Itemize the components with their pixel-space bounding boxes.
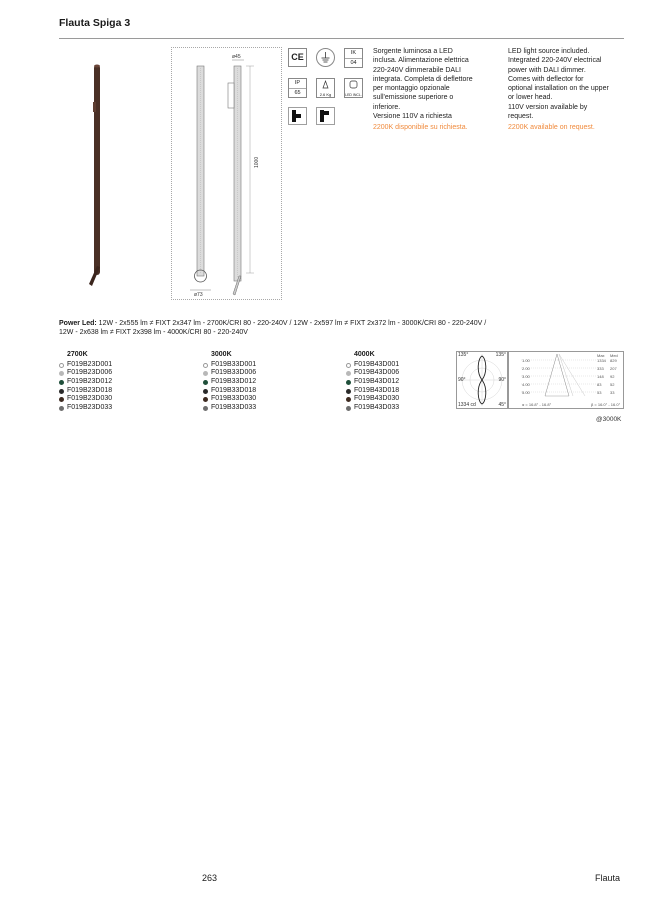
cone-max: 333 [597, 366, 604, 371]
variant-column-4000k [346, 351, 399, 413]
footer-collection-name: Flauta [595, 873, 621, 883]
led-included-icon: LED INCL. [344, 78, 363, 98]
description-english-lines [508, 47, 632, 121]
variant-code: F019B33D006 [211, 369, 257, 377]
description-line: Sorgente luminosa a LED [373, 48, 453, 55]
variant-row [59, 369, 112, 378]
description-line: or lower head. [508, 94, 553, 102]
cone-med: 92 [610, 374, 615, 379]
variant-temperature: 2700K [67, 351, 88, 358]
description-line: per montaggio opzionale [373, 85, 450, 93]
variant-column-3000k [203, 351, 256, 413]
finish-swatch [346, 406, 351, 411]
cone-beta: β = 16.0° - 16.0° [591, 402, 621, 407]
variant-temperature: 4000K [354, 351, 375, 358]
cone-header: Med [610, 353, 618, 358]
angle-label: 135° [495, 352, 506, 358]
page-number: 263 [202, 873, 218, 883]
finish-swatch [203, 371, 208, 376]
variant-row [59, 404, 112, 413]
description-line: 110V version available by [508, 103, 588, 111]
variant-code: F019B33D018 [211, 386, 257, 394]
height-dimension: 1000 [254, 156, 260, 168]
finish-swatch [346, 363, 351, 368]
description-line: LED light source included. [508, 48, 590, 55]
variant-column-2700k [59, 351, 112, 413]
cone-distance: 3.00 [522, 374, 530, 379]
cone-distance: 5.00 [522, 390, 530, 395]
finish-swatch [346, 371, 351, 376]
variant-row [59, 395, 112, 404]
description-line: power with DALI dimmer. [508, 66, 586, 74]
finish-swatch [59, 363, 64, 368]
finish-swatch [203, 389, 208, 394]
finish-swatch [59, 397, 64, 402]
finish-swatch [203, 406, 208, 411]
finish-swatch [59, 371, 64, 376]
light-cone-diagram [508, 351, 624, 409]
variant-code: F019B23D001 [67, 360, 113, 368]
variant-code: F019B33D012 [211, 378, 257, 386]
variant-row [203, 404, 256, 413]
power-led-spec [59, 319, 624, 338]
variant-code: F019B33D001 [211, 360, 257, 368]
power-led-label: Power Led: [59, 320, 97, 327]
cone-header: Max [597, 353, 605, 358]
angle-label: 90° [458, 377, 466, 383]
variant-code: F019B23D018 [67, 386, 113, 394]
variant-row [59, 361, 112, 370]
page-title: Flauta Spiga 3 [59, 17, 131, 29]
description-italian-note: 2200K disponibile su richiesta. [373, 124, 468, 132]
description-line: Comes with deflector for [508, 75, 584, 83]
finish-swatch [203, 363, 208, 368]
variant-row [59, 387, 112, 396]
cone-distance: 4.00 [522, 382, 530, 387]
cone-med: 52 [610, 382, 615, 387]
cone-max: 83 [597, 382, 602, 387]
variant-code: F019B43D001 [354, 360, 400, 368]
variant-row [346, 404, 399, 413]
technical-drawing [172, 48, 282, 300]
description-line: integrata. Completa di deflettore [373, 75, 473, 83]
variant-row [203, 361, 256, 370]
description-line: 220-240V dimmerabile DALI [373, 66, 461, 74]
description-line: Integrated 220-240V electrical [508, 57, 602, 65]
power-led-line-2: 12W - 2x638 lm ≠ FIXT 2x398 lm - 4000K/CRI 80 - 220-240V [59, 329, 248, 337]
description-italian-lines [373, 47, 497, 121]
ip-rating-badge: IP 65 [288, 78, 307, 98]
cone-med: 829 [610, 358, 617, 363]
cone-max: 148 [597, 374, 604, 379]
cone-distance: 2.00 [522, 366, 530, 371]
description-line: request. [508, 113, 534, 121]
finish-swatch [59, 380, 64, 385]
variant-row [203, 387, 256, 396]
variant-code: F019B23D030 [67, 395, 113, 403]
cone-max: 53 [597, 390, 602, 395]
cone-max: 1334 [597, 358, 606, 363]
angle-label: 90° [498, 377, 506, 383]
diameter-top-label: ø45 [232, 54, 241, 60]
photometric-diagram [456, 351, 508, 409]
ground-symbol-icon [316, 48, 335, 67]
ik-rating-badge: IK 04 [344, 48, 363, 68]
cone-distance: 1.00 [522, 358, 530, 363]
variant-row [346, 387, 399, 396]
variant-row [346, 369, 399, 378]
diameter-bottom-label: ø73 [194, 292, 203, 298]
description-english-note: 2200K available on request. [508, 124, 595, 132]
variant-code: F019B43D030 [354, 395, 400, 403]
cone-alpha: α = 16.8° - 16.8° [522, 402, 552, 407]
finish-swatch [59, 389, 64, 394]
finish-swatch [59, 406, 64, 411]
photometry-temperature-note: @3000K [596, 416, 622, 423]
variant-code: F019B23D012 [67, 378, 113, 386]
candela-value: 1334 cd [458, 402, 476, 408]
angle-label: 45° [498, 402, 506, 408]
variant-row [203, 395, 256, 404]
variant-row [203, 378, 256, 387]
variant-code: F019B43D012 [354, 378, 400, 386]
description-line: inferiore. [373, 103, 401, 111]
variant-code: F019B23D006 [67, 369, 113, 377]
variant-temperature: 3000K [211, 351, 232, 358]
description-line: Versione 110V a richiesta [373, 113, 452, 121]
description-line: optional installation on the upper [508, 85, 609, 93]
finish-swatch [346, 380, 351, 385]
description-line: inclusa. Alimentazione elettrica [373, 57, 469, 65]
ce-mark-icon: CE [288, 48, 307, 67]
variant-row [346, 395, 399, 404]
variant-row [203, 369, 256, 378]
variant-code: F019B23D033 [67, 404, 113, 412]
variant-row [59, 378, 112, 387]
finish-swatch [203, 380, 208, 385]
header-rule [59, 38, 624, 39]
variant-code: F019B43D018 [354, 386, 400, 394]
description-english [508, 47, 632, 133]
variant-row [346, 378, 399, 387]
variant-code: F019B33D030 [211, 395, 257, 403]
weight-icon: 2.6 Kg [316, 78, 335, 98]
power-led-line-1: 12W - 2x555 lm ≠ FIXT 2x347 lm - 2700K/CRI 80 - 220-240V / 12W - 2x597 lm ≠ FIXT 2x372 lm - 3000K/CRI 80 - 220-240V / [96, 320, 487, 327]
finish-swatch [203, 397, 208, 402]
variant-code: F019B43D006 [354, 369, 400, 377]
description-italian [373, 47, 497, 133]
cone-med: 33 [610, 390, 615, 395]
product-photo [82, 62, 112, 290]
downlight-mount-icon [288, 107, 307, 125]
finish-swatch [346, 389, 351, 394]
angle-label: 135° [458, 352, 469, 358]
variant-code: F019B43D033 [354, 404, 400, 412]
finish-swatch [346, 397, 351, 402]
cone-med: 207 [610, 366, 617, 371]
variant-row [346, 361, 399, 370]
variant-code: F019B33D033 [211, 404, 257, 412]
description-line: sull'emissione superiore o [373, 94, 454, 102]
uplight-mount-icon [316, 107, 335, 125]
